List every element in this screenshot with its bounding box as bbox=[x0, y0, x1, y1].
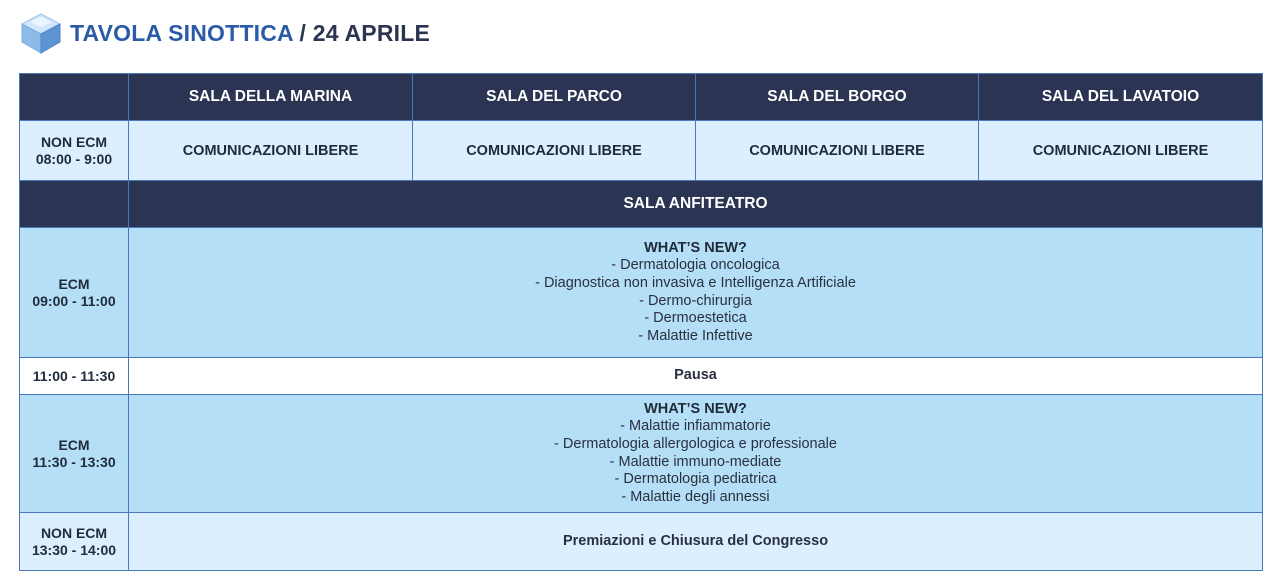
session-cell bbox=[129, 228, 1263, 358]
topic-item: - Dermatologia allergologica e professionale bbox=[554, 435, 837, 452]
session-cell bbox=[129, 395, 1263, 513]
time-label-range: 08:00 - 9:00 bbox=[35, 150, 113, 167]
topic-item: - Dermatologia pediatrica bbox=[614, 471, 777, 488]
topic-item: - Dermatologia oncologica bbox=[611, 257, 780, 274]
time-label-type: NON ECM bbox=[40, 133, 108, 150]
title-separator: / bbox=[292, 19, 313, 46]
time-label-type: ECM bbox=[58, 275, 90, 292]
session-heading: WHAT’S NEW? bbox=[644, 239, 747, 256]
topic-item: - Diagnostica non invasiva e Intelligenza Artificiale bbox=[535, 274, 856, 291]
topic-item: - Malattie infiammatorie bbox=[620, 418, 771, 435]
topic-item: - Dermoestetica bbox=[644, 310, 747, 327]
anfiteatro-header: SALA ANFITEATRO bbox=[129, 181, 1263, 228]
topic-item: - Malattie degli annessi bbox=[621, 488, 770, 505]
time-label-type: ECM bbox=[58, 436, 90, 453]
page-title bbox=[70, 20, 430, 47]
time-label bbox=[20, 228, 129, 358]
room-header: SALA DEL BORGO bbox=[696, 74, 979, 121]
corner-cell bbox=[20, 181, 129, 228]
room-header: SALA DELLA MARINA bbox=[129, 74, 413, 121]
session-cell: COMUNICAZIONI LIBERE bbox=[129, 121, 413, 181]
room-header: SALA DEL LAVATOIO bbox=[979, 74, 1263, 121]
time-label-range: 13:30 - 14:00 bbox=[31, 541, 117, 558]
time-label bbox=[20, 395, 129, 513]
session-cell: COMUNICAZIONI LIBERE bbox=[696, 121, 979, 181]
ecm-row-2 bbox=[20, 395, 1263, 513]
session-cell: COMUNICAZIONI LIBERE bbox=[979, 121, 1263, 181]
time-label-range: 11:30 - 13:30 bbox=[32, 453, 116, 470]
room-header: SALA DEL PARCO bbox=[413, 74, 696, 121]
ecm-row-1 bbox=[20, 228, 1263, 358]
topic-item: - Malattie immuno-mediate bbox=[609, 453, 782, 470]
corner-cell bbox=[20, 74, 129, 121]
anfiteatro-header-row bbox=[20, 181, 1263, 228]
topic-item: - Malattie Infettive bbox=[638, 327, 753, 344]
cube-logo-icon bbox=[18, 10, 64, 56]
schedule-table bbox=[19, 73, 1263, 571]
title-date: 24 APRILE bbox=[312, 19, 431, 46]
time-label bbox=[20, 121, 129, 181]
time-label bbox=[20, 513, 129, 571]
closing-cell: Premiazioni e Chiusura del Congresso bbox=[129, 513, 1263, 571]
session-cell: COMUNICAZIONI LIBERE bbox=[413, 121, 696, 181]
page-header bbox=[18, 10, 430, 56]
session-heading: WHAT’S NEW? bbox=[644, 400, 747, 417]
time-label-type: NON ECM bbox=[40, 524, 108, 541]
rooms-header-row bbox=[20, 74, 1263, 121]
time-label-range: 09:00 - 11:00 bbox=[32, 292, 116, 309]
non-ecm-row-1 bbox=[20, 121, 1263, 181]
pause-row bbox=[20, 358, 1263, 395]
topic-item: - Dermo-chirurgia bbox=[639, 292, 752, 309]
non-ecm-row-2 bbox=[20, 513, 1263, 571]
title-main: TAVOLA SINOTTICA bbox=[70, 19, 293, 46]
pause-cell: Pausa bbox=[129, 358, 1263, 395]
time-label: 11:00 - 11:30 bbox=[20, 358, 129, 395]
